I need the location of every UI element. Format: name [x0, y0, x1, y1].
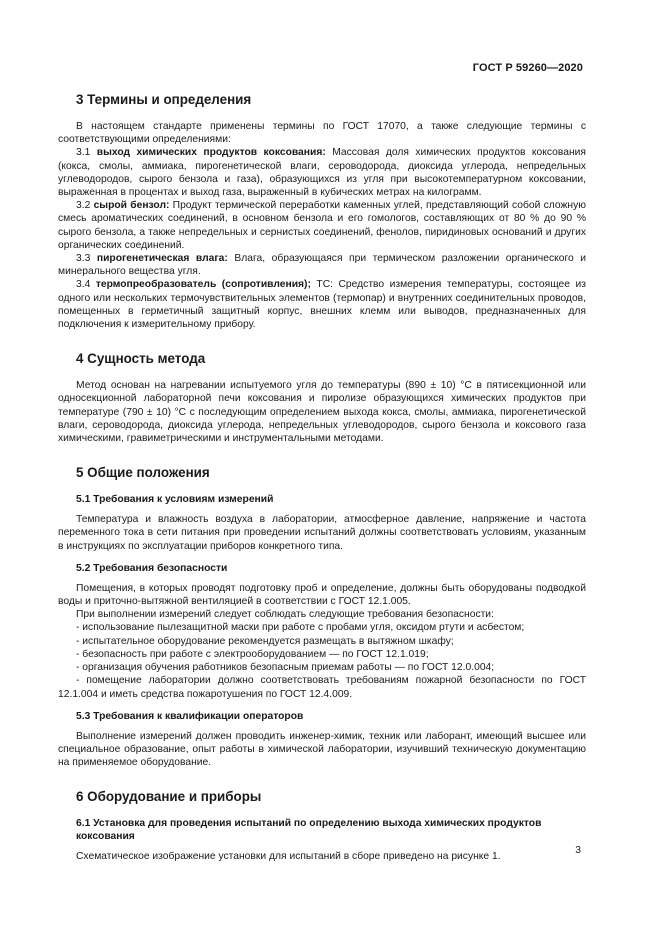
page-number: 3: [575, 845, 581, 856]
paragraph: При выполнении измерений следует соблюдать следующие требования безопасности:: [76, 609, 494, 621]
term-definition: Массовая доля химических продуктов коксования (кокса, смолы, аммиака, пирогенетической влаги, сероводорода, диоксида углерода, непредельных углеводородов, сырого бензола и газа), образующихся из угля при высокотемпературном коксовании, выраженная в процентах и выход газа, выраженный в кубических метрах на килограмм.: [58, 147, 586, 199]
term-definition: ТС: Средство измерения температуры, состоящее из одного или нескольких термочувствительных элементов (термопар) и внутренних соединительных проводов, помещенных в герметичный защитный корпус, внешних клемм или выводов, предназначенных для подключения к измерительному прибору.: [58, 279, 586, 331]
paragraph: Помещения, в которых проводят подготовку проб и определение, должны быть оборудованы подводкой воды и приточно-вытяжной вентиляцией в соответствии с ГОСТ 12.1.005.: [58, 582, 586, 608]
subsection-title: 5.1 Требования к условиям измерений: [76, 494, 274, 506]
list-item: - организация обучения работников безопасным приемам работы — по ГОСТ 12.0.004;: [76, 662, 495, 674]
term-name: термопреобразователь (сопротивления);: [95, 279, 311, 291]
subsection: [58, 493, 586, 553]
section-terms: [58, 92, 586, 331]
term-entry: [58, 278, 586, 331]
term-number: 3.1: [76, 147, 91, 159]
paragraph: Выполнение измерений должен проводить инженер-химик, техник или лаборант, имеющий высшее или специальное образование, опыт работы в химической лаборатории, изучивший техническую документацию на применяемое оборудование.: [58, 730, 586, 769]
subsection-title: 5.2 Требования безопасности: [76, 562, 228, 574]
section-method-essence: [58, 351, 586, 445]
paragraph: Метод основан на нагревании испытуемого угля до температуры (890 ± 10) °С в пятисекционной или односекционной лабораторной печи коксования и пиролизе образующихся химических продуктов при температуре (790 ± 10) °С с последующим определением выхода кокса, смолы, аммиака, пирогенетической влаги, сероводорода, диоксида углерода, непредельных углеводородов, сырого бензола и коксового газа химическими, гравиметрическими и инструментальными методами.: [58, 380, 586, 445]
section-title: 3 Термины и определения: [76, 92, 252, 107]
term-entry: [58, 252, 586, 278]
term-definition: Продукт термической переработки каменных углей, представляющий собой сложную смесь ароматических соединений, в основном бензола и его гомологов, составляющих от 80 % до 90 % сырого бензола, а также непредельных и сернистых соединений, фенолов, пиридиновых оснований и других органических соединений.: [58, 200, 586, 251]
paragraph: Температура и влажность воздуха в лаборатории, атмосферное давление, напряжение и частота переменного тока в сети питания при проведении испытаний должны соответствовать условиям, указанным в инструкциях по эксплуатации приборов конкретного типа.: [58, 514, 586, 552]
term-number: 3.3: [76, 253, 91, 265]
document-code: ГОСТ Р 59260—2020: [472, 62, 583, 74]
list-item: - помещение лаборатории должно соответствовать требованиям пожарной безопасности по ГОСТ 12.1.004 и иметь средства пожаротушения по ГОСТ 12.4.009.: [58, 675, 586, 700]
term-entry: [58, 199, 586, 252]
term-number: 3.2: [76, 200, 91, 212]
list-item: - безопасность при работе с электрооборудованием — по ГОСТ 12.1.019;: [76, 648, 429, 660]
section-title: 6 Оборудование и приборы: [76, 789, 262, 805]
subsection: [58, 562, 586, 701]
term-name: пирогенетическая влага:: [96, 253, 228, 265]
list-item: - испытательное оборудование рекомендуется размещать в вытяжном шкафу;: [76, 635, 454, 647]
term-name: сырой бензол:: [93, 200, 170, 212]
section-title: 4 Сущность метода: [76, 351, 206, 367]
paragraph: Схематическое изображение установки для испытаний в сборе приведено на рисунке 1.: [76, 851, 501, 863]
term-definition: Влага, образующаяся при термическом разложении органического и минерального вещества угля.: [58, 253, 586, 278]
subsection-title: 5.3 Требования к квалификации операторов: [76, 710, 304, 722]
section-general-provisions: [58, 465, 586, 769]
subsection: [58, 710, 586, 770]
subsection-title: 6.1 Установка для проведения испытаний по определению выхода химических продуктов коксования: [76, 818, 542, 843]
section-equipment: [58, 789, 586, 863]
term-name: выход химических продуктов коксования:: [96, 147, 326, 159]
term-number: 3.4: [76, 279, 91, 291]
term-entry: [58, 146, 586, 199]
section-title: 5 Общие положения: [76, 465, 210, 481]
document-body: [58, 92, 586, 884]
list-item: - использование пылезащитной маски при работе с пробами угля, оксидом ртути и асбестом;: [76, 622, 525, 634]
paragraph: В настоящем стандарте применены термины по ГОСТ 17070, а также следующие термины с соответствующими определениями:: [58, 121, 586, 146]
